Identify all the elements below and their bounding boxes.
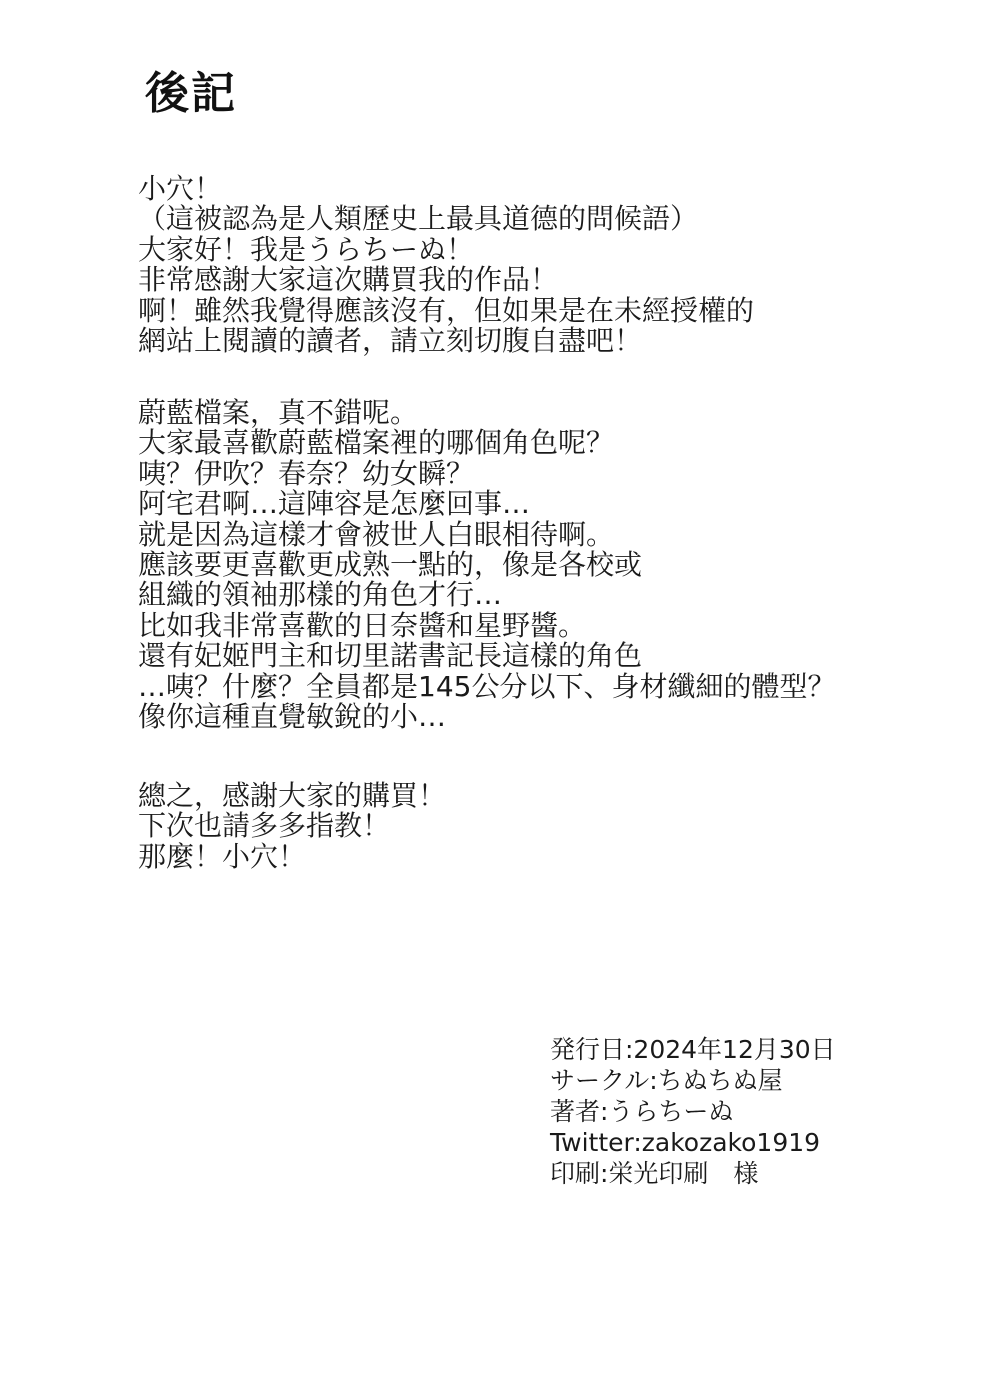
colophon-author: 著者:うらちーぬ [550, 1097, 734, 1126]
colophon-printer: 印刷:栄光印刷 様 [550, 1159, 759, 1188]
text-line: 下次也請多多指教！ [138, 809, 391, 843]
text-line: （這被認為是人類歷史上最具道德的問候語） [138, 202, 699, 236]
text-line: 大家最喜歡蔚藍檔案裡的哪個角色呢？ [138, 426, 615, 460]
text-line: 非常感謝大家這次購買我的作品！ [138, 263, 559, 297]
text-line: 總之，感謝大家的購買！ [138, 779, 447, 812]
text-line: 組織的領袖那樣的角色才行… [138, 578, 503, 612]
paragraph-blue-archive [138, 398, 835, 732]
text-line: 應該要更喜歡更成熟一點的，像是各校或 [138, 548, 643, 582]
text-line: 那麼！小穴！ [138, 839, 307, 873]
text-line: 大家好！我是うらちーぬ！ [138, 232, 475, 266]
page-title: 後記 [145, 68, 237, 119]
colophon-date: 発行日:2024年12月30日 [550, 1035, 836, 1064]
paragraph-closing [138, 781, 446, 872]
paragraph-greeting [138, 174, 754, 356]
text-line: 阿宅君啊…這陣容是怎麼回事… [138, 487, 531, 521]
text-line: 蔚藍檔案，真不錯呢。 [138, 396, 419, 429]
text-line: 比如我非常喜歡的日奈醬和星野醬。 [138, 608, 587, 642]
text-line: 像你這種直覺敏銳的小… [138, 700, 447, 734]
text-line: 小穴！ [138, 172, 223, 205]
text-line: 啊！雖然我覺得應該沒有，但如果是在未經授權的 [138, 293, 755, 327]
colophon [550, 1034, 836, 1189]
text-line: 就是因為這樣才會被世人白眼相待啊。 [138, 517, 615, 551]
text-line: 網站上閱讀的讀者，請立刻切腹自盡吧！ [138, 324, 643, 358]
text-line: …咦？什麼？全員都是145公分以下、身材纖細的體型？ [138, 669, 836, 703]
text-line: 咦？伊吹？春奈？幼女瞬？ [138, 456, 475, 490]
colophon-twitter: Twitter:zakozako1919 [550, 1128, 821, 1157]
colophon-circle: サークル:ちぬちぬ屋 [550, 1066, 783, 1095]
text-line: 還有妃姬門主和切里諾書記長這樣的角色 [138, 639, 643, 673]
